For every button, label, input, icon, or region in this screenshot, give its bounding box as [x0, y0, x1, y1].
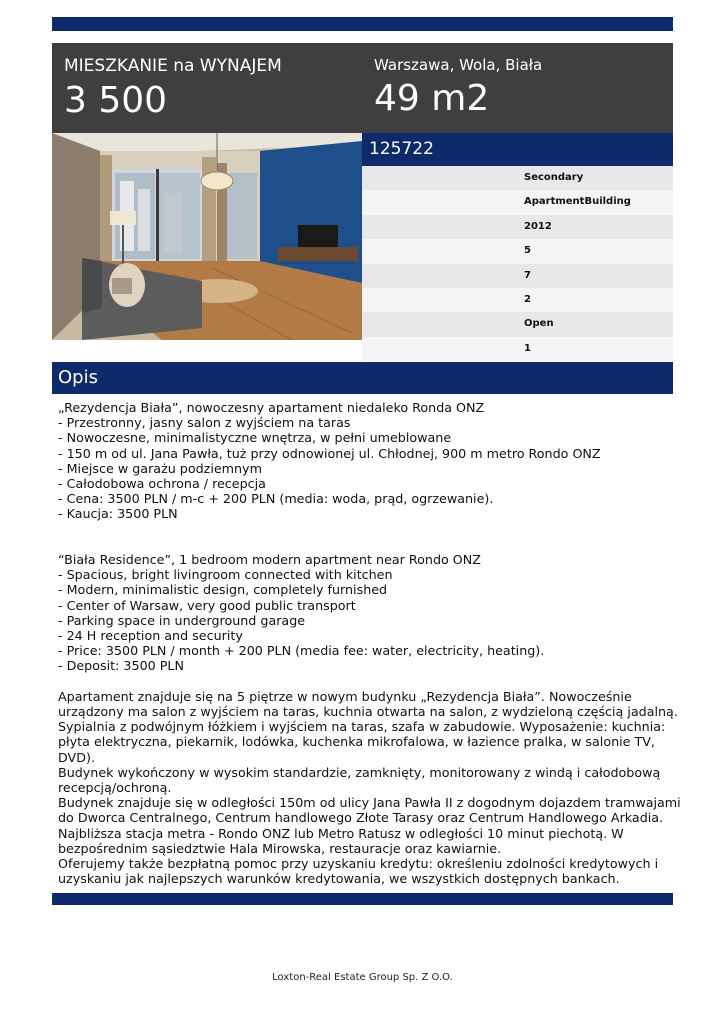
spec-row	[362, 190, 673, 214]
description-body	[58, 400, 681, 887]
description-line: - 24 H reception and security	[58, 628, 243, 644]
description-line: Sypialnia z podwójnym łóżkiem i wyjściem na taras, szafa w zabudowie. Wyposażenie: kuchnia:	[58, 719, 666, 735]
spec-value: 5	[524, 245, 531, 257]
listing-id: 125722	[369, 139, 434, 159]
description-line: - Przestronny, jasny salon z wyjściem na taras	[58, 415, 351, 431]
description-line: “Biała Residence”, 1 bedroom modern apartment near Rondo ONZ	[58, 552, 481, 567]
description-line: płyta elektryczna, piekarnik, lodówka, kuchenka mikrofalowa, w łazience pralka, w salonie TV,	[58, 734, 655, 750]
spec-value: Open	[524, 318, 554, 330]
description-spacer	[58, 537, 668, 552]
description-line: Najbliższa stacja metra - Rondo ONZ lub Metro Ratusz w odległości 10 minut piechotą. W	[58, 825, 624, 841]
location: Warszawa, Wola, Biała	[374, 56, 543, 74]
spec-row	[362, 288, 673, 312]
spec-value: Secondary	[524, 172, 584, 183]
top-accent-bar	[52, 17, 673, 31]
description-line: urządzony ma salon z wyjściem na taras, kuchnia otwarta na salon, z wydzieloną częścią jadalną.	[58, 704, 678, 720]
listing-id-bar	[362, 133, 673, 166]
specs-table	[362, 166, 673, 361]
description-spacer	[58, 674, 668, 689]
section-title: Opis	[58, 367, 98, 388]
description-line: - Center of Warsaw, very good public transport	[58, 597, 356, 613]
description-line: Budynek wykończony w wysokim standardzie, zamknięty, monitorowany z windą i całodobową	[58, 764, 661, 780]
listing-header	[52, 43, 673, 133]
description-line: do Dworca Centralnego, Centrum handlowego Złote Tarasy oraz Centrum Handlowego Arkadia.	[58, 810, 664, 826]
description-line: - Spacious, bright livingroom connected with kitchen	[58, 567, 393, 583]
area: 49 m2	[374, 78, 490, 119]
description-line: - Modern, minimalistic design, completely furnished	[58, 582, 388, 598]
description-line: - Cena: 3500 PLN / m-c + 200 PLN (media: woda, prąd, ogrzewanie).	[58, 491, 494, 507]
description-line: uzyskaniu jak najlepszych warunków kredytowania, we wszystkich dostępnych bankach.	[58, 871, 620, 887]
description-line: - Nowoczesne, minimalistyczne wnętrza, w pełni umeblowane	[58, 430, 452, 446]
spec-row	[362, 312, 673, 336]
description-line: - Price: 3500 PLN / month + 200 PLN (media fee: water, electricity, heating).	[58, 643, 545, 659]
spec-value: 1	[524, 342, 531, 354]
price: 3 500	[64, 80, 168, 121]
offer-type: MIESZKANIE na WYNAJEM	[64, 56, 282, 76]
header-left	[64, 55, 282, 123]
description-line: - Deposit: 3500 PLN	[58, 658, 184, 674]
description-line: Budynek znajduje się w odległości 150m od ulicy Jana Pawła II z dogodnym dojazdem tramwajami	[58, 795, 681, 811]
description-line: Oferujemy także bezpłatną pomoc przy uzyskaniu kredytu: określeniu zdolności kredytowych i	[58, 856, 659, 872]
description-line: recepcją/ochroną.	[58, 780, 172, 796]
apartment-photo	[52, 133, 362, 340]
description-line: „Rezydencja Biała”, nowoczesny apartament niedaleko Ronda ONZ	[58, 400, 485, 415]
description-line: DVD).	[58, 749, 95, 765]
spec-row	[362, 239, 673, 263]
bottom-accent-bar	[52, 893, 673, 905]
footer-company: Loxton-Real Estate Group Sp. Z O.O.	[272, 972, 453, 983]
description-spacer	[58, 522, 668, 537]
description-line: - Miejsce w garażu podziemnym	[58, 460, 262, 476]
spec-row	[362, 264, 673, 288]
description-line: bezpośrednim sąsiedztwie Hala Mirowska, restauracje oraz kawiarnie.	[58, 840, 502, 856]
description-line: - 150 m od ul. Jana Pawła, tuż przy odnowionej ul. Chłodnej, 900 m metro Rondo ONZ	[58, 445, 601, 461]
spec-row	[362, 215, 673, 239]
spec-value: 2012	[524, 220, 552, 232]
description-line: - Kaucja: 3500 PLN	[58, 506, 178, 522]
spec-value: 2	[524, 293, 531, 305]
description-section-header	[52, 362, 673, 394]
spec-value: 7	[524, 269, 531, 281]
spec-value: ApartmentBuilding	[524, 196, 631, 208]
header-right	[374, 55, 542, 121]
spec-row	[362, 337, 673, 361]
description-line: - Parking space in underground garage	[58, 612, 306, 628]
spec-row	[362, 166, 673, 190]
description-line: Apartament znajduje się na 5 piętrze w nowym budynku „Rezydencja Biała”. Nowocześnie	[58, 688, 632, 704]
description-line: - Całodobowa ochrona / recepcja	[58, 476, 266, 492]
